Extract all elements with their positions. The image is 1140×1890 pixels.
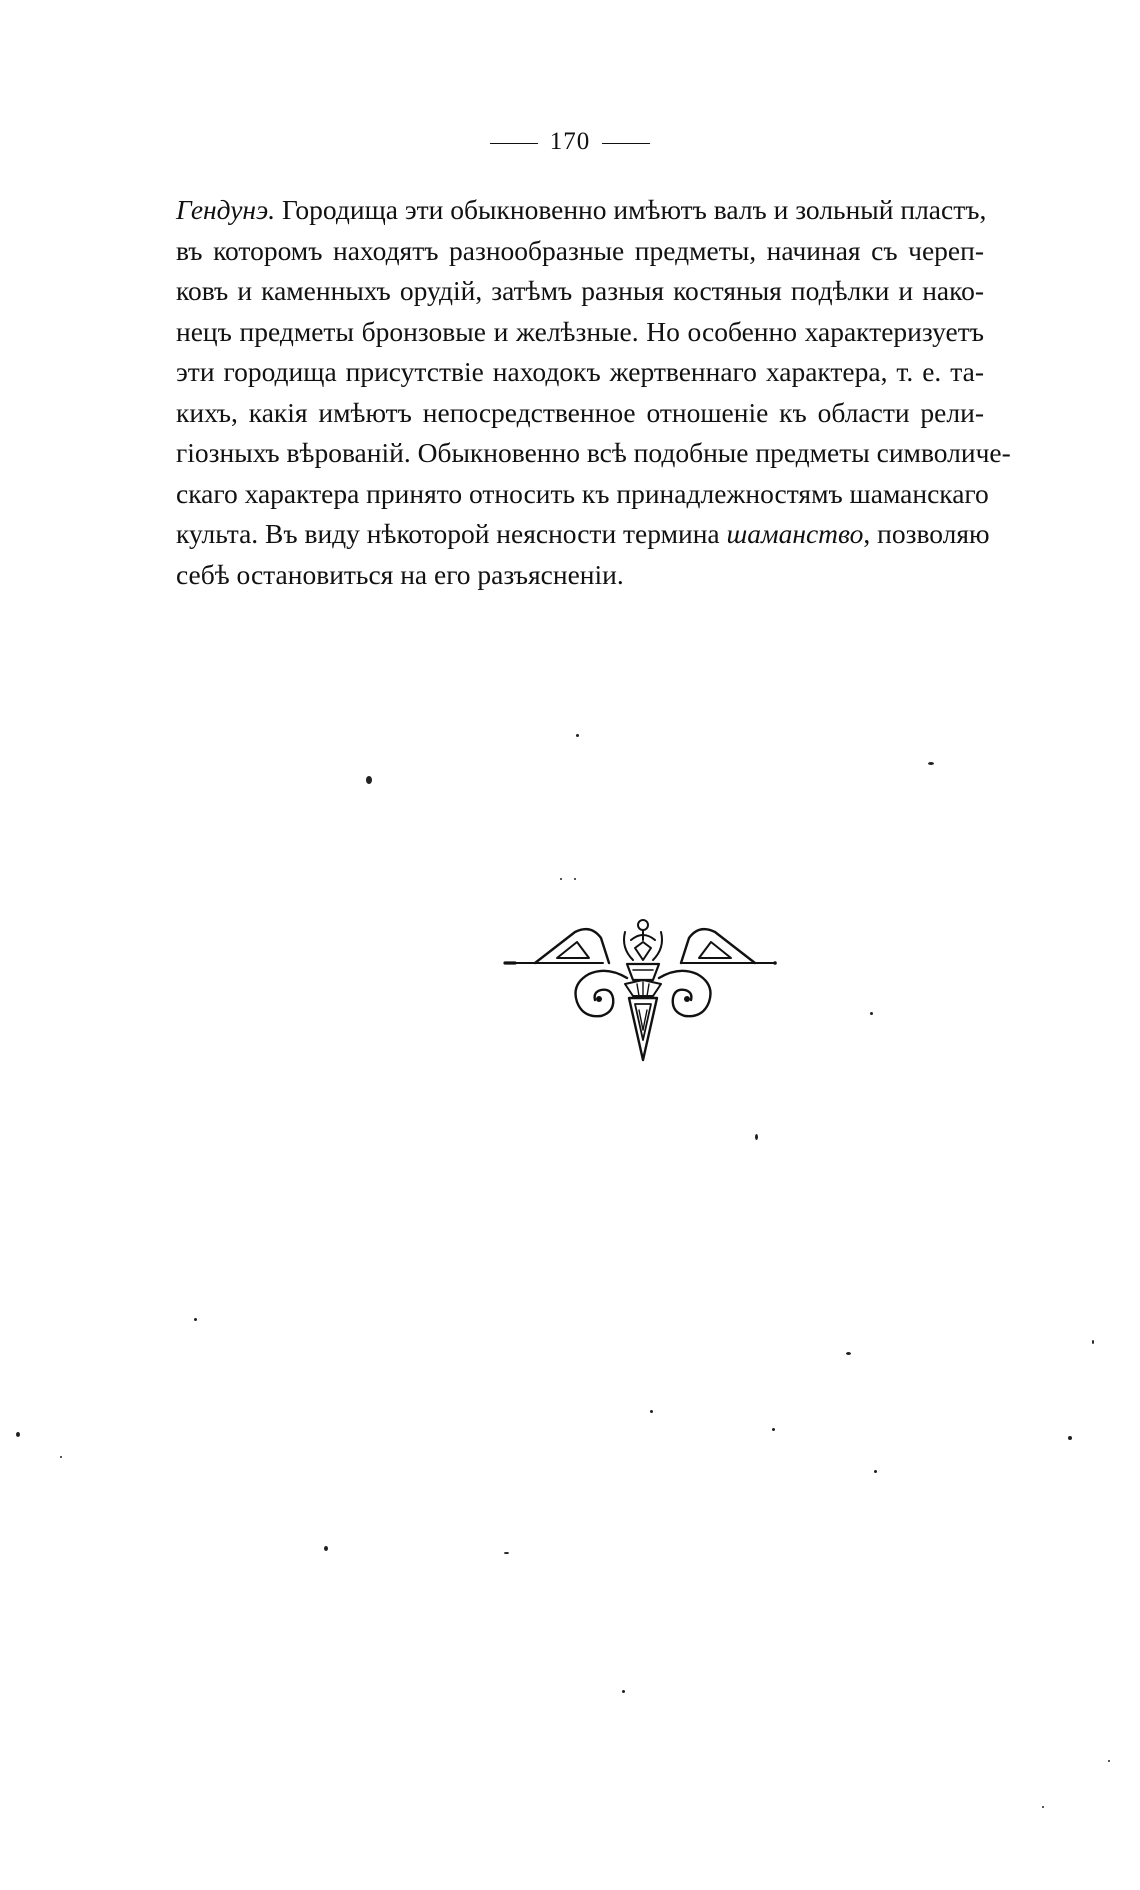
scan-speck (1108, 1760, 1110, 1762)
scan-speck (504, 1552, 509, 1554)
scan-speck (1068, 1436, 1072, 1440)
scan-speck (576, 734, 579, 737)
text-line-7: гіозныхъ вѣрованій. Обыкновенно всѣ подобные предметы символиче- (176, 437, 1011, 468)
scan-speck (194, 1318, 197, 1321)
text-line-1 (176, 190, 987, 231)
text-line-9 (176, 514, 990, 555)
text-line-5: эти городища присутствіе находокъ жертвеннаго характера, т. е. та- (176, 356, 984, 387)
text-line-2: въ которомъ находятъ разнообразные предметы, начиная съ череп- (176, 234, 984, 266)
scan-speck (60, 1456, 62, 1458)
scan-speck (846, 1352, 851, 1355)
text-line-10: себѣ остановиться на его разъясненіи. (176, 558, 624, 590)
scan-speck (874, 1470, 877, 1473)
page-number-right-dash (602, 143, 650, 144)
text-line-3: ковъ и каменныхъ орудій, затѣмъ разныя костяныя подѣлки и нако- (176, 275, 984, 306)
text-line-9-before: культа. Въ виду нѣкоторой неясности термина (176, 518, 727, 549)
scan-speck (366, 776, 372, 784)
scan-speck (772, 1428, 775, 1431)
text-line-8: скаго характера принято относить къ принадлежностямъ шаманскаго (176, 477, 989, 509)
scan-speck (1092, 1340, 1094, 1344)
scan-speck (622, 1690, 625, 1693)
page-number-value: 170 (549, 128, 591, 155)
text-line-9-after: , позволяю (863, 518, 990, 549)
text-line-4: нецъ предметы бронзовые и желѣзные. Но особенно характеризуетъ (176, 315, 984, 347)
scan-speck (560, 878, 562, 880)
scan-speck (755, 1134, 758, 1140)
scan-speck (324, 1546, 328, 1551)
scan-speck (928, 762, 934, 765)
body-paragraph (176, 190, 1011, 595)
page-number-left-dash (490, 143, 538, 144)
italic-word-shamanstvo: шаманство (726, 518, 864, 549)
scan-speck (574, 878, 576, 880)
scan-speck (870, 1012, 873, 1015)
scan-speck (650, 1410, 653, 1413)
text-line-6: кихъ, какія имѣютъ непосредственное отношеніе къ области рели- (176, 396, 984, 428)
page-number (0, 128, 1140, 156)
vignette-ornament-icon (503, 918, 783, 1062)
scan-speck (16, 1432, 20, 1437)
text-line-1-rest: Городища эти обыкновенно имѣютъ валъ и зольный пластъ, (275, 194, 987, 225)
scan-speck (1042, 1806, 1044, 1808)
italic-word-gendune: Гендунэ. (176, 194, 276, 225)
